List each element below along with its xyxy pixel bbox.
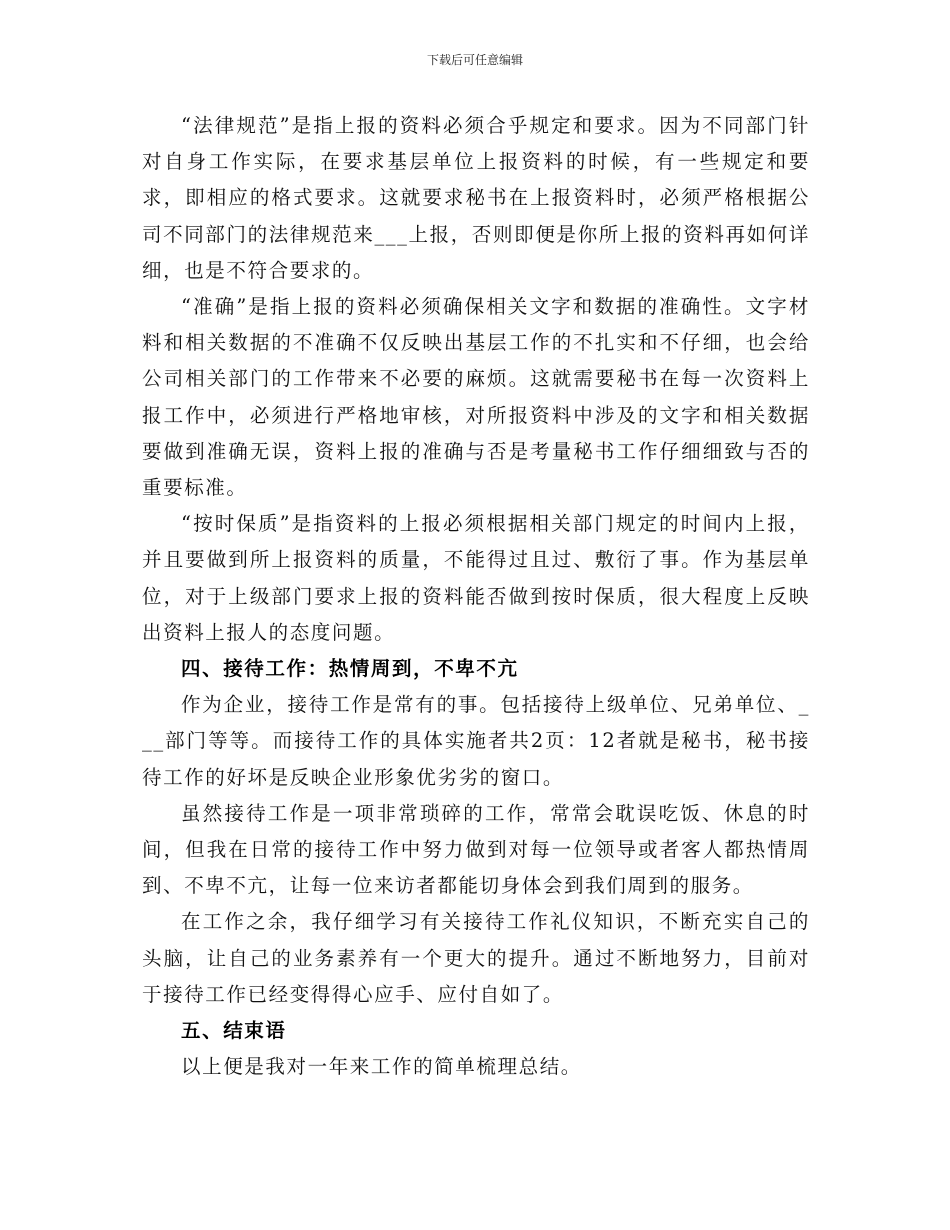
paragraph-accuracy: “准确”是指上报的资料必须确保相关文字和数据的准确性。文字材料和相关数据的不准确不仅反映出基层工作的不扎实和不仔细，也会给公司相关部门的工作带来不必要的麻烦。这就需要秘书在每一次资料上报工作中，必须进行严格地审核，对所报资料中涉及的文字和相关数据要做到准确无误，资料上报的准确与否是考量秘书工作仔细细致与否的重要标准。 [142, 295, 810, 500]
paragraph-legal-norms: “法律规范”是指上报的资料必须合乎规定和要求。因为不同部门针对自身工作实际，在要求基层单位上报资料的时候，有一些规定和要求，即相应的格式要求。这就要求秘书在上报资料时，必须严格根据公司不同部门的法律规范来___上报，否则即便是你所上报的资料再如何详细，也是不符合要求的。 [142, 114, 810, 282]
section-heading-conclusion: 五、结束语 [181, 1019, 287, 1043]
paragraph-on-time-quality: “按时保质”是指资料的上报必须根据相关部门规定的时间内上报，并且要做到所上报资料的质量，不能得过且过、敷衍了事。作为基层单位，对于上级部门要求上报的资料能否做到按时保质，很大程度上反映出资料上报人的态度问题。 [142, 512, 810, 644]
paragraph-reception-learning: 在工作之余，我仔细学习有关接待工作礼仪知识，不断充实自己的头脑，让自己的业务素养有一个更大的提升。通过不断地努力，目前对于接待工作已经变得得心应手、应付自如了。 [142, 910, 810, 1006]
paragraph-conclusion: 以上便是我对一年来工作的简单梳理总结。 [181, 1055, 582, 1079]
paragraph-reception-intro: 作为企业，接待工作是常有的事。包括接待上级单位、兄弟单位、___部门等等。而接待工作的具体实施者共2页：12者就是秘书，秘书接待工作的好坏是反映企业形象优劣劣的窗口。 [142, 693, 810, 789]
paragraph-reception-attitude: 虽然接待工作是一项非常琐碎的工作，常常会耽误吃饭、休息的时间，但我在日常的接待工作中努力做到对每一位领导或者客人都热情周到、不卑不亢，让每一位来访者都能切身体会到我们周到的服务。 [142, 801, 810, 898]
page-header: 下载后可任意编辑 [426, 53, 523, 67]
document-body [142, 108, 810, 1085]
section-heading-reception: 四、接待工作：热情周到，不卑不亢 [181, 657, 519, 681]
